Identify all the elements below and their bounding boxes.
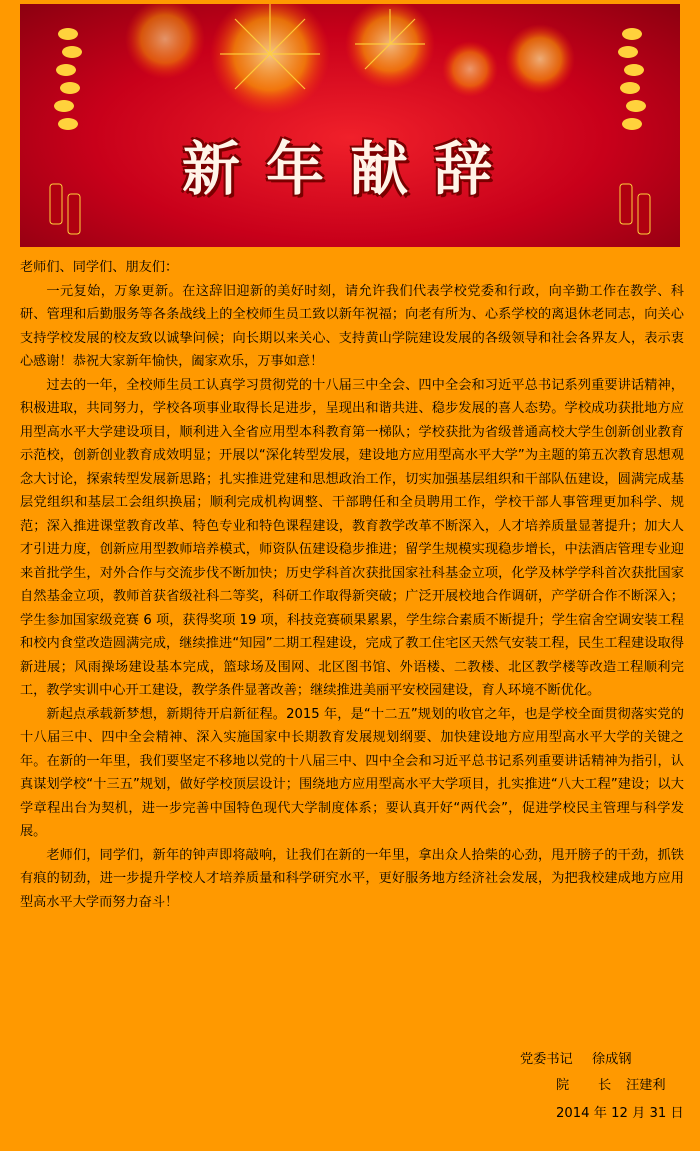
party-name: 徐成钢 [592,1052,632,1067]
letter-body [20,256,684,914]
banner-title: 新年献辞 [181,135,518,203]
signature-date: 2014 年 12 月 31 日 [556,1106,684,1121]
signature-party-secretary [520,1050,680,1070]
new-year-banner [20,4,680,247]
president-role-2: 长 [598,1078,612,1093]
paragraph-4: 老师们，同学们，新年的钟声即将敲响，让我们在新的一年里，拿出众人拾柴的心劲，甩开膀子的干劲，抓铁有痕的韧劲，进一步提升学校人才培养质量和科学研究水平，更好服务地方经济社会发展，为把我校建成地方应用型高水平大学而努力奋斗！ [20,847,684,910]
paragraph-1: 一元复始，万象更新。在这辞旧迎新的美好时刻，请允许我们代表学校党委和行政，向辛勤工作在教学、科研、管理和后勤服务等各条战线上的全校师生员工致以新年祝福；向老有所为、心系学校的离退休老同志，向关心支持学校发展的校友致以诚挚问候；向长期以来关心、支持黄山学院建设发展的各级领导和社会各界友人，表示衷心感谢！恭祝大家新年愉快，阖家欢乐，万事如意！ [20,283,684,369]
signature-president [556,1076,700,1096]
party-role: 党委书记 [520,1052,573,1067]
paragraph-2: 过去的一年，全校师生员工认真学习贯彻党的十八届三中全会、四中全会和习近平总书记系列重要讲话精神，积极进取，共同努力，学校各项事业取得长足进步，呈现出和谐共进、稳步发展的喜人态势。学校成功获批地方应用型高水平大学建设项目，顺利进入全省应用型本科教育第一梯队；学校获批为省级普通高校大学生创新创业教育示范校，创新创业教育成效明显；开展以“深化转型发展，建设地方应用型高水平大学”为主题的第五次教育思想观念大讨论，探索转型发展新思路；扎实推进党建和思想政治工作，切实加强基层组织和干部队伍建设，圆满完成基层党组织和基层工会组织换届；顺利完成机构调整、干部聘任和全员聘用工作，学校干部人事管理更加科学、规范；深入推进课堂教育改革、特色专业和特色课程建设，教育教学改革不断深入，人才培养质量显著提升；加大人才引进力度，创新应用型教师培养模式，师资队伍建设稳步推进；留学生规模实现稳步增长，中法酒店管理专业迎来首批学生，对外合作与交流步伐不断加快；历史学科首次获批国家社科基金立项，化学及林学学科首次获批国家自然基金立项，教师首获省级社科二等奖，科研工作取得新突破；广泛开展校地合作调研，产学研合作不断深入；学生参加国家级竞赛 6 项，获得奖项 19 项，科技竞赛硕果累累，学生综合素质不断提升；学生宿舍空调安装工程和校内食堂改造圆满完成，继续推进“知园”二期工程建设，完成了教工住宅区天然气安装工程，民生工程建设取得新进展；风雨操场建设基本完成，篮球场及围网、北区图书馆、外语楼、二教楼、北区教学楼等改造工程顺利完工，教学实训中心开工建设，教学条件显著改善；继续推进美丽平安校园建设，育人环境不断优化。 [20,377,684,698]
president-role-1: 院 [556,1078,570,1093]
president-name: 汪建利 [626,1078,666,1093]
paragraph-3: 新起点承载新梦想，新期待开启新征程。2015 年，是“十二五”规划的收官之年，也是学校全面贯彻落实党的十八届三中、四中全会精神、深入实施国家中长期教育发展规划纲要、加快建设地方应用型高水平大学的关键之年。在新的一年里，我们要坚定不移地以党的十八届三中、四中全会和习近平总书记系列重要讲话精神为指引，认真谋划学校“十三五”规划，做好学校顶层设计；围绕地方应用型高水平大学项目，扎实推进“八大工程”建设；以大学章程出台为契机，进一步完善中国特色现代大学制度体系；要认真开好“两代会”，促进学校民主管理与科学发展。 [20,706,684,839]
salutation: 老师们、同学们、朋友们： [20,260,179,275]
